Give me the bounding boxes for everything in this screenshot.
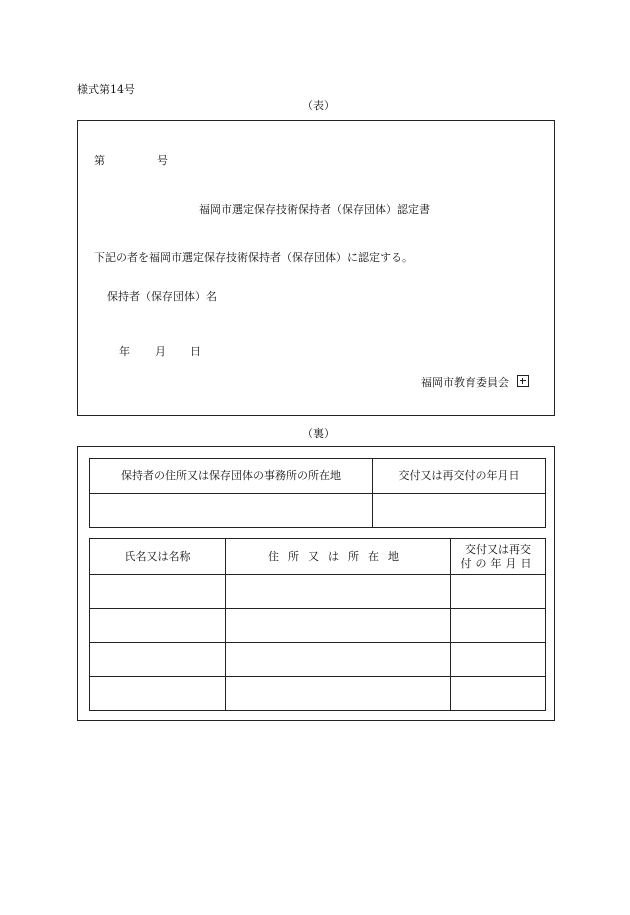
holders-table — [89, 538, 546, 711]
seal-icon — [517, 375, 529, 387]
reissue-date-header-line1: 交付又は再交 — [465, 543, 531, 557]
certificate-back — [77, 446, 555, 721]
location-cell — [226, 677, 451, 711]
reissue-date-header — [451, 539, 546, 575]
certificate-number-prefix: 第 — [94, 154, 105, 167]
location-cell — [226, 575, 451, 609]
date-cell — [451, 609, 546, 643]
reissue-date-header-line2: 付の年月日 — [460, 556, 536, 570]
issuer-line — [421, 375, 529, 388]
issue-date-header: 交付又は再交付の年月日 — [373, 459, 546, 494]
table-row — [90, 643, 546, 677]
certificate-title: 福岡市選定保存技術保持者（保存団体）認定書 — [199, 203, 430, 216]
issuer-name: 福岡市教育委員会 — [421, 376, 509, 389]
date-month-label: 月 — [155, 345, 166, 358]
address-header: 保持者の住所又は保存団体の事務所の所在地 — [90, 459, 373, 494]
front-side-label: （表） — [302, 99, 335, 112]
name-cell — [90, 643, 226, 677]
date-day-label: 日 — [190, 345, 201, 358]
certificate-number-suffix: 号 — [157, 154, 168, 167]
back-side-label: （裏） — [302, 427, 335, 440]
name-cell — [90, 609, 226, 643]
form-number: 様式第14号 — [77, 83, 135, 96]
issue-date-cell — [373, 494, 546, 528]
location-cell — [226, 609, 451, 643]
table-row — [90, 609, 546, 643]
name-cell — [90, 677, 226, 711]
certificate-statement: 下記の者を福岡市選定保存技術保持者（保存団体）に認定する。 — [94, 251, 413, 264]
date-cell — [451, 575, 546, 609]
date-year-label: 年 — [119, 345, 130, 358]
table-row — [90, 575, 546, 609]
address-cell — [90, 494, 373, 528]
location-cell — [226, 643, 451, 677]
name-header: 氏名又は名称 — [90, 539, 226, 575]
date-cell — [451, 677, 546, 711]
location-header: 住所又は所在地 — [226, 539, 451, 575]
date-cell — [451, 643, 546, 677]
address-table — [89, 458, 546, 528]
table-row — [90, 677, 546, 711]
holder-name-label: 保持者（保存団体）名 — [107, 290, 217, 303]
certificate-front — [77, 120, 555, 416]
name-cell — [90, 575, 226, 609]
